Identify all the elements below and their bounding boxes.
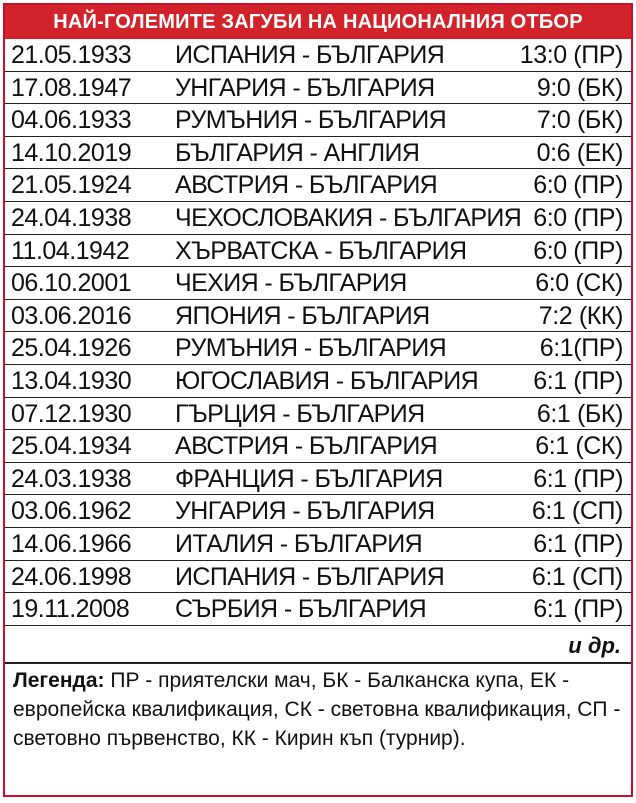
table-row bbox=[5, 39, 631, 72]
match-cell: ИСПАНИЯ - БЪЛГАРИЯ bbox=[175, 41, 445, 69]
match-cell: ХЪРВАТСКА - БЪЛГАРИЯ bbox=[175, 236, 467, 265]
legend-text: ПР - приятелски мач, БК - Балканска купа, ЕК - европейска квалификация, СК - световна квалификация, СП - световно първенство, КК - Кирин къп (турнир). bbox=[13, 669, 621, 750]
date-cell: 17.08.1947 bbox=[11, 73, 132, 102]
score-cell: 6:0 (ПР) bbox=[533, 203, 623, 232]
date-cell: 24.06.1998 bbox=[11, 562, 132, 591]
score-cell: 6:1 (СП) bbox=[531, 562, 623, 591]
score-cell: 6:1 (ПР) bbox=[533, 366, 623, 395]
date-cell: 04.06.1933 bbox=[11, 106, 132, 135]
score-cell: 6:1 (СК) bbox=[535, 432, 623, 461]
table-row bbox=[5, 365, 631, 398]
date-cell: 06.10.2001 bbox=[11, 269, 132, 298]
table-row bbox=[5, 430, 631, 463]
losses-panel bbox=[3, 3, 633, 797]
date-cell: 07.12.1930 bbox=[11, 399, 132, 428]
date-cell: 19.11.2008 bbox=[11, 595, 130, 624]
score-cell: 6:0 (СК) bbox=[535, 269, 623, 298]
date-cell: 24.04.1938 bbox=[11, 203, 132, 232]
match-cell: ФРАНЦИЯ - БЪЛГАРИЯ bbox=[175, 464, 443, 493]
score-cell: 6:1 (ПР) bbox=[533, 529, 623, 558]
match-cell: АВСТРИЯ - БЪЛГАРИЯ bbox=[175, 171, 438, 200]
table-row bbox=[5, 235, 631, 268]
score-cell: 6:1 (БК) bbox=[536, 399, 623, 428]
table-row bbox=[5, 104, 631, 137]
date-cell: 03.06.1962 bbox=[11, 497, 132, 526]
match-cell: ИТАЛИЯ - БЪЛГАРИЯ bbox=[175, 529, 423, 558]
results-table bbox=[5, 39, 631, 626]
score-cell: 6:1 (СП) bbox=[531, 497, 623, 526]
date-cell: 03.06.2016 bbox=[11, 301, 132, 330]
date-cell: 13.04.1930 bbox=[11, 366, 132, 395]
match-cell: СЪРБИЯ - БЪЛГАРИЯ bbox=[175, 595, 427, 624]
table-row bbox=[5, 463, 631, 496]
score-cell: 6:0 (ПР) bbox=[533, 171, 623, 200]
score-cell: 7:0 (БК) bbox=[536, 106, 623, 135]
table-row bbox=[5, 72, 631, 105]
match-cell: ЮГОСЛАВИЯ - БЪЛГАРИЯ bbox=[175, 366, 479, 395]
legend bbox=[13, 666, 623, 753]
table-row bbox=[5, 528, 631, 561]
match-cell: ЧЕХИЯ - БЪЛГАРИЯ bbox=[175, 269, 407, 298]
date-cell: 25.04.1934 bbox=[11, 432, 132, 461]
table-row bbox=[5, 202, 631, 235]
score-cell: 0:6 (ЕК) bbox=[536, 138, 623, 167]
table-row bbox=[5, 561, 631, 594]
date-cell: 21.05.1924 bbox=[11, 171, 132, 200]
match-cell: ИСПАНИЯ - БЪЛГАРИЯ bbox=[175, 562, 445, 591]
match-cell: РУМЪНИЯ - БЪЛГАРИЯ bbox=[175, 334, 447, 363]
table-row bbox=[5, 398, 631, 431]
table-row bbox=[5, 137, 631, 170]
match-cell: РУМЪНИЯ - БЪЛГАРИЯ bbox=[175, 106, 447, 135]
page-title: НАЙ-ГОЛЕМИТЕ ЗАГУБИ НА НАЦИОНАЛНИЯ ОТБОР bbox=[5, 5, 631, 39]
match-cell: ЯПОНИЯ - БЪЛГАРИЯ bbox=[175, 301, 430, 330]
divider bbox=[5, 662, 631, 664]
match-cell: ГЪРЦИЯ - БЪЛГАРИЯ bbox=[175, 399, 425, 428]
legend-label: Легенда: bbox=[13, 669, 105, 692]
table-row bbox=[5, 300, 631, 333]
score-cell: 6:1 (ПР) bbox=[533, 464, 623, 493]
score-cell: 6:1(ПР) bbox=[539, 334, 623, 363]
date-cell: 14.06.1966 bbox=[11, 529, 132, 558]
date-cell: 14.10.2019 bbox=[11, 138, 132, 167]
table-row bbox=[5, 267, 631, 300]
match-cell: БЪЛГАРИЯ - АНГЛИЯ bbox=[175, 138, 420, 167]
score-cell: 6:0 (ПР) bbox=[533, 236, 623, 265]
table-row bbox=[5, 495, 631, 528]
score-cell: 6:1 (ПР) bbox=[533, 595, 623, 624]
match-cell: АВСТРИЯ - БЪЛГАРИЯ bbox=[175, 432, 438, 461]
score-cell: 13:0 (ПР) bbox=[519, 41, 623, 69]
note-etc: и др. bbox=[568, 633, 621, 658]
match-cell: УНГАРИЯ - БЪЛГАРИЯ bbox=[175, 497, 435, 526]
table-row bbox=[5, 169, 631, 202]
date-cell: 25.04.1926 bbox=[11, 334, 132, 363]
table-row bbox=[5, 593, 631, 626]
match-cell: ЧЕХОСЛОВАКИЯ - БЪЛГАРИЯ bbox=[175, 203, 522, 232]
date-cell: 24.03.1938 bbox=[11, 464, 132, 493]
date-cell: 21.05.1933 bbox=[11, 41, 132, 69]
date-cell: 11.04.1942 bbox=[11, 236, 130, 265]
table-row bbox=[5, 332, 631, 365]
score-cell: 9:0 (БК) bbox=[536, 73, 623, 102]
match-cell: УНГАРИЯ - БЪЛГАРИЯ bbox=[175, 73, 435, 102]
score-cell: 7:2 (КК) bbox=[538, 301, 623, 330]
